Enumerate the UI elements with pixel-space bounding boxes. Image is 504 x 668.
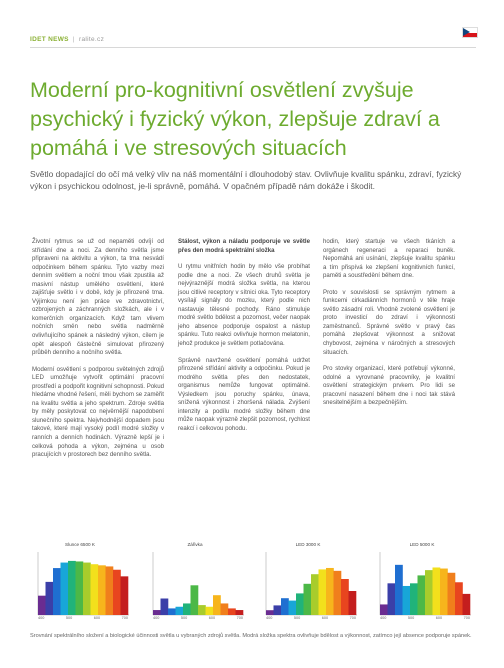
page-header: [30, 28, 478, 42]
spectrum-bar: [153, 610, 161, 615]
spectrum-bar: [53, 568, 61, 615]
paragraph: Moderní osvětlení s podporou světelných zdrojů LED umožňuje vytvořit optimální pracovní prostředí a podpořit kognitivní schopnosti. Pokud hledáme vhodné řešení, měli bychom se zaměřit na kvalitu světla a jeho spektrum. Zdroje světla by měly poskytovat co nejvěrnější napodobení slunečního spektra. Nejvhodnější dopadem jsou takové, které mají vysoký podíl modré složky v ranních a denních hodinách. Výrazně lepší je i celková pohoda a výkon, zejména u osob pracujících v prostorech bez denního světla.: [32, 365, 164, 459]
spectrum-bar: [91, 564, 99, 615]
figure-caption: Slunce 6500 K: [65, 542, 95, 547]
spectrum-bar: [76, 561, 84, 615]
brand-separator: |: [72, 36, 75, 43]
spectrum-bar: [38, 596, 46, 615]
spectrum-figures: [30, 542, 474, 626]
spectrum-chart-1: [30, 550, 130, 616]
spectrum-bar: [274, 605, 282, 615]
paragraph: hodin, který startuje ve všech tkáních a orgánech regeneraci a reparaci buněk. Nepomáhá ani usínání, zlepšuje kvalitu spánku a tím přispívá ke zlepšení kognitivních funkcí, paměti a soustředění během dne.: [323, 238, 455, 280]
figure-ticks: 400 500 600 700: [380, 616, 470, 620]
spectrum-bar: [61, 563, 69, 615]
figure-ticks: 400 500 600 700: [266, 616, 356, 620]
spectrum-bar: [98, 565, 106, 615]
spectrum-bar: [326, 568, 334, 615]
brand-name: IDET NEWS: [30, 36, 69, 43]
spectrum-bar: [418, 575, 426, 615]
header-divider: [30, 47, 476, 48]
spectrum-bar: [440, 569, 448, 615]
figure-caption: LED 5000 K: [409, 542, 435, 547]
figure-ticks: 400 500 600 700: [153, 616, 243, 620]
spectrum-bar: [46, 582, 54, 615]
spectrum-bar: [161, 599, 169, 616]
spectrum-bar: [388, 583, 396, 615]
spectrum-bar: [341, 579, 349, 615]
figure-caption: Zářivka: [187, 542, 203, 547]
spectrum-bar: [296, 593, 304, 615]
spectrum-bar: [106, 566, 114, 615]
spectrum-chart-4: [372, 550, 472, 616]
spectrum-bar: [410, 583, 418, 615]
spectrum-bar: [191, 585, 199, 615]
article-title: Moderní pro-kognitivní osvětlení zvyšuje psychický i fyzický výkon, zlepšuje zdraví a pomáhá i ve stresových situacích: [30, 78, 440, 161]
paragraph: Proto v souvislosti se správným rytmem a funkcemi cirkadiánních hormonů v těle hraje světlo zásadní roli. Vhodně zvolené osvětlení je proto investicí do zdraví i výkonnosti zaměstnanců. Správné světlo v pravý čas pomáhá zlepšovat výkonnost a snižovat chybovost, zejména v náročných a stresových situacích.: [323, 288, 455, 356]
figure-ticks: 400 500 600 700: [38, 616, 128, 620]
spectrum-bar: [395, 565, 403, 615]
spectrum-bar: [228, 608, 236, 615]
spectrum-bar: [289, 601, 297, 615]
spectrum-bar: [455, 582, 463, 615]
spectrum-bar: [334, 571, 342, 615]
paragraph: U rytmu vnitřních hodin by mělo vše probíhat podle dne a noci. Ze všech druhů světla je nejvýraznější modrá složka světla, na kterou jsou citlivé receptory v sítnici oka. Tyto receptory vysílají signály do mozku, který podle nich nastavuje tělesné pochody. Ráno stimuluje modré světlo bdělost a pozornost, večer naopak jeho absence podporuje ospalost a nástup spánku. Tuto reakci ovlivňuje hormon melatonin, jehož produkce je světlem potlačována.: [178, 263, 310, 348]
spectrum-figure-2: [145, 542, 245, 626]
spectrum-bar: [380, 604, 388, 615]
spectrum-bar: [281, 598, 289, 615]
spectrum-bar: [68, 561, 76, 615]
spectrum-bar: [83, 563, 91, 615]
spectrum-bar: [433, 567, 441, 615]
brand-site: ralite.cz: [79, 36, 105, 43]
spectrum-bar: [113, 570, 121, 615]
figure-caption: LED 3000 K: [295, 542, 321, 547]
paragraph: Životní rytmus se už od nepaměti odvíjí od střídání dne a noci. Za denního světla jsme připraveni na aktivitu a výkon, ta tma nesvádí odpočinkem během spánku. Tyto vazby mezi denním světlem a noční tmou však zpustila až masivní nástup umělého osvětlení, které zajišťuje světlo i v době, kdy je přirozeně tma. Výjimkou není jen práce ve zdravotnictví, ozbrojených a záchranných složkách, ale i v komerčních organizacích. Když tam vlivem nočních směn nebo světla nadměrně ovlivňujícího spánek a následný výkon, cílem je opět alespoň částečně simulovat přirozený průběh denního a nočního světla.: [32, 238, 164, 357]
spectrum-bar: [319, 569, 327, 615]
spectrum-bar: [403, 586, 411, 615]
spectrum-bar: [168, 608, 176, 615]
paragraph: Správně navržené osvětlení pomáhá udržet přirozené střídání aktivity a odpočinku. Pokud je modrého světla přes den nedostatek, organismus nemůže fungovat optimálně. Výsledkem jsou poruchy spánku, únava, snížená výkonnost i zhoršená nálada. Zvýšení intenzity a podílu modré složky během dne může naopak výrazně zlepšit pozornost, rychlost reakcí i celkovou pohodu.: [178, 356, 310, 432]
spectrum-bar: [176, 607, 184, 615]
spectrum-bar: [183, 603, 191, 615]
brand-label[interactable]: [30, 36, 104, 43]
spectrum-bar: [311, 574, 319, 615]
spectrum-chart-2: [145, 550, 245, 616]
spectrum-bar: [221, 603, 229, 615]
spectrum-bar: [236, 610, 244, 615]
spectrum-bar: [121, 576, 129, 615]
article-lead: Světlo dopadající do očí má velký vliv na náš momentální i dlouhodobý stav. Ovlivňuje kvalitu spánku, zdraví, fyzický výkon i psychickou odolnost, je-li správně, pomáhá. V opačném případě nám dokáže i škodit.: [30, 169, 462, 192]
text-column-2: [178, 238, 310, 441]
spectrum-bar: [206, 607, 214, 615]
spectrum-bar: [349, 591, 357, 615]
text-column-1: [32, 238, 164, 468]
spectrum-bar: [266, 610, 274, 615]
spectrum-bar: [198, 605, 206, 615]
paragraph: Pro stovky organizací, které potřebují výkonné, odolné a vyrovnané pracovníky, je kvalitní osvětlení strategickým prvkem. Pro lidi se pracovní nasazení během dne i noci tak stává snesitelnějším a bezpečnějším.: [323, 365, 455, 407]
spectrum-bar: [463, 594, 471, 615]
text-column-3: [323, 238, 455, 416]
spectrum-figure-1: [30, 542, 130, 626]
figure-footnote: Srovnání spektrálního složení a biologické účinnosti světla u vybraných zdrojů světla. Modrá složka spektra ovlivňuje bdělost a výkonnost, zatímco její absence podporuje spánek.: [30, 633, 472, 639]
spectrum-bar: [448, 573, 456, 615]
spectrum-chart-3: [258, 550, 358, 616]
spectrum-bar: [304, 584, 312, 615]
spectrum-figure-3: [258, 542, 358, 626]
section-heading: Stálost, výkon a náladu podporuje ve světle přes den modrá spektrální složka: [178, 238, 310, 254]
czech-flag-icon: [462, 27, 478, 38]
spectrum-figure-4: [372, 542, 472, 626]
spectrum-bar: [425, 570, 433, 615]
spectrum-bar: [213, 595, 221, 615]
